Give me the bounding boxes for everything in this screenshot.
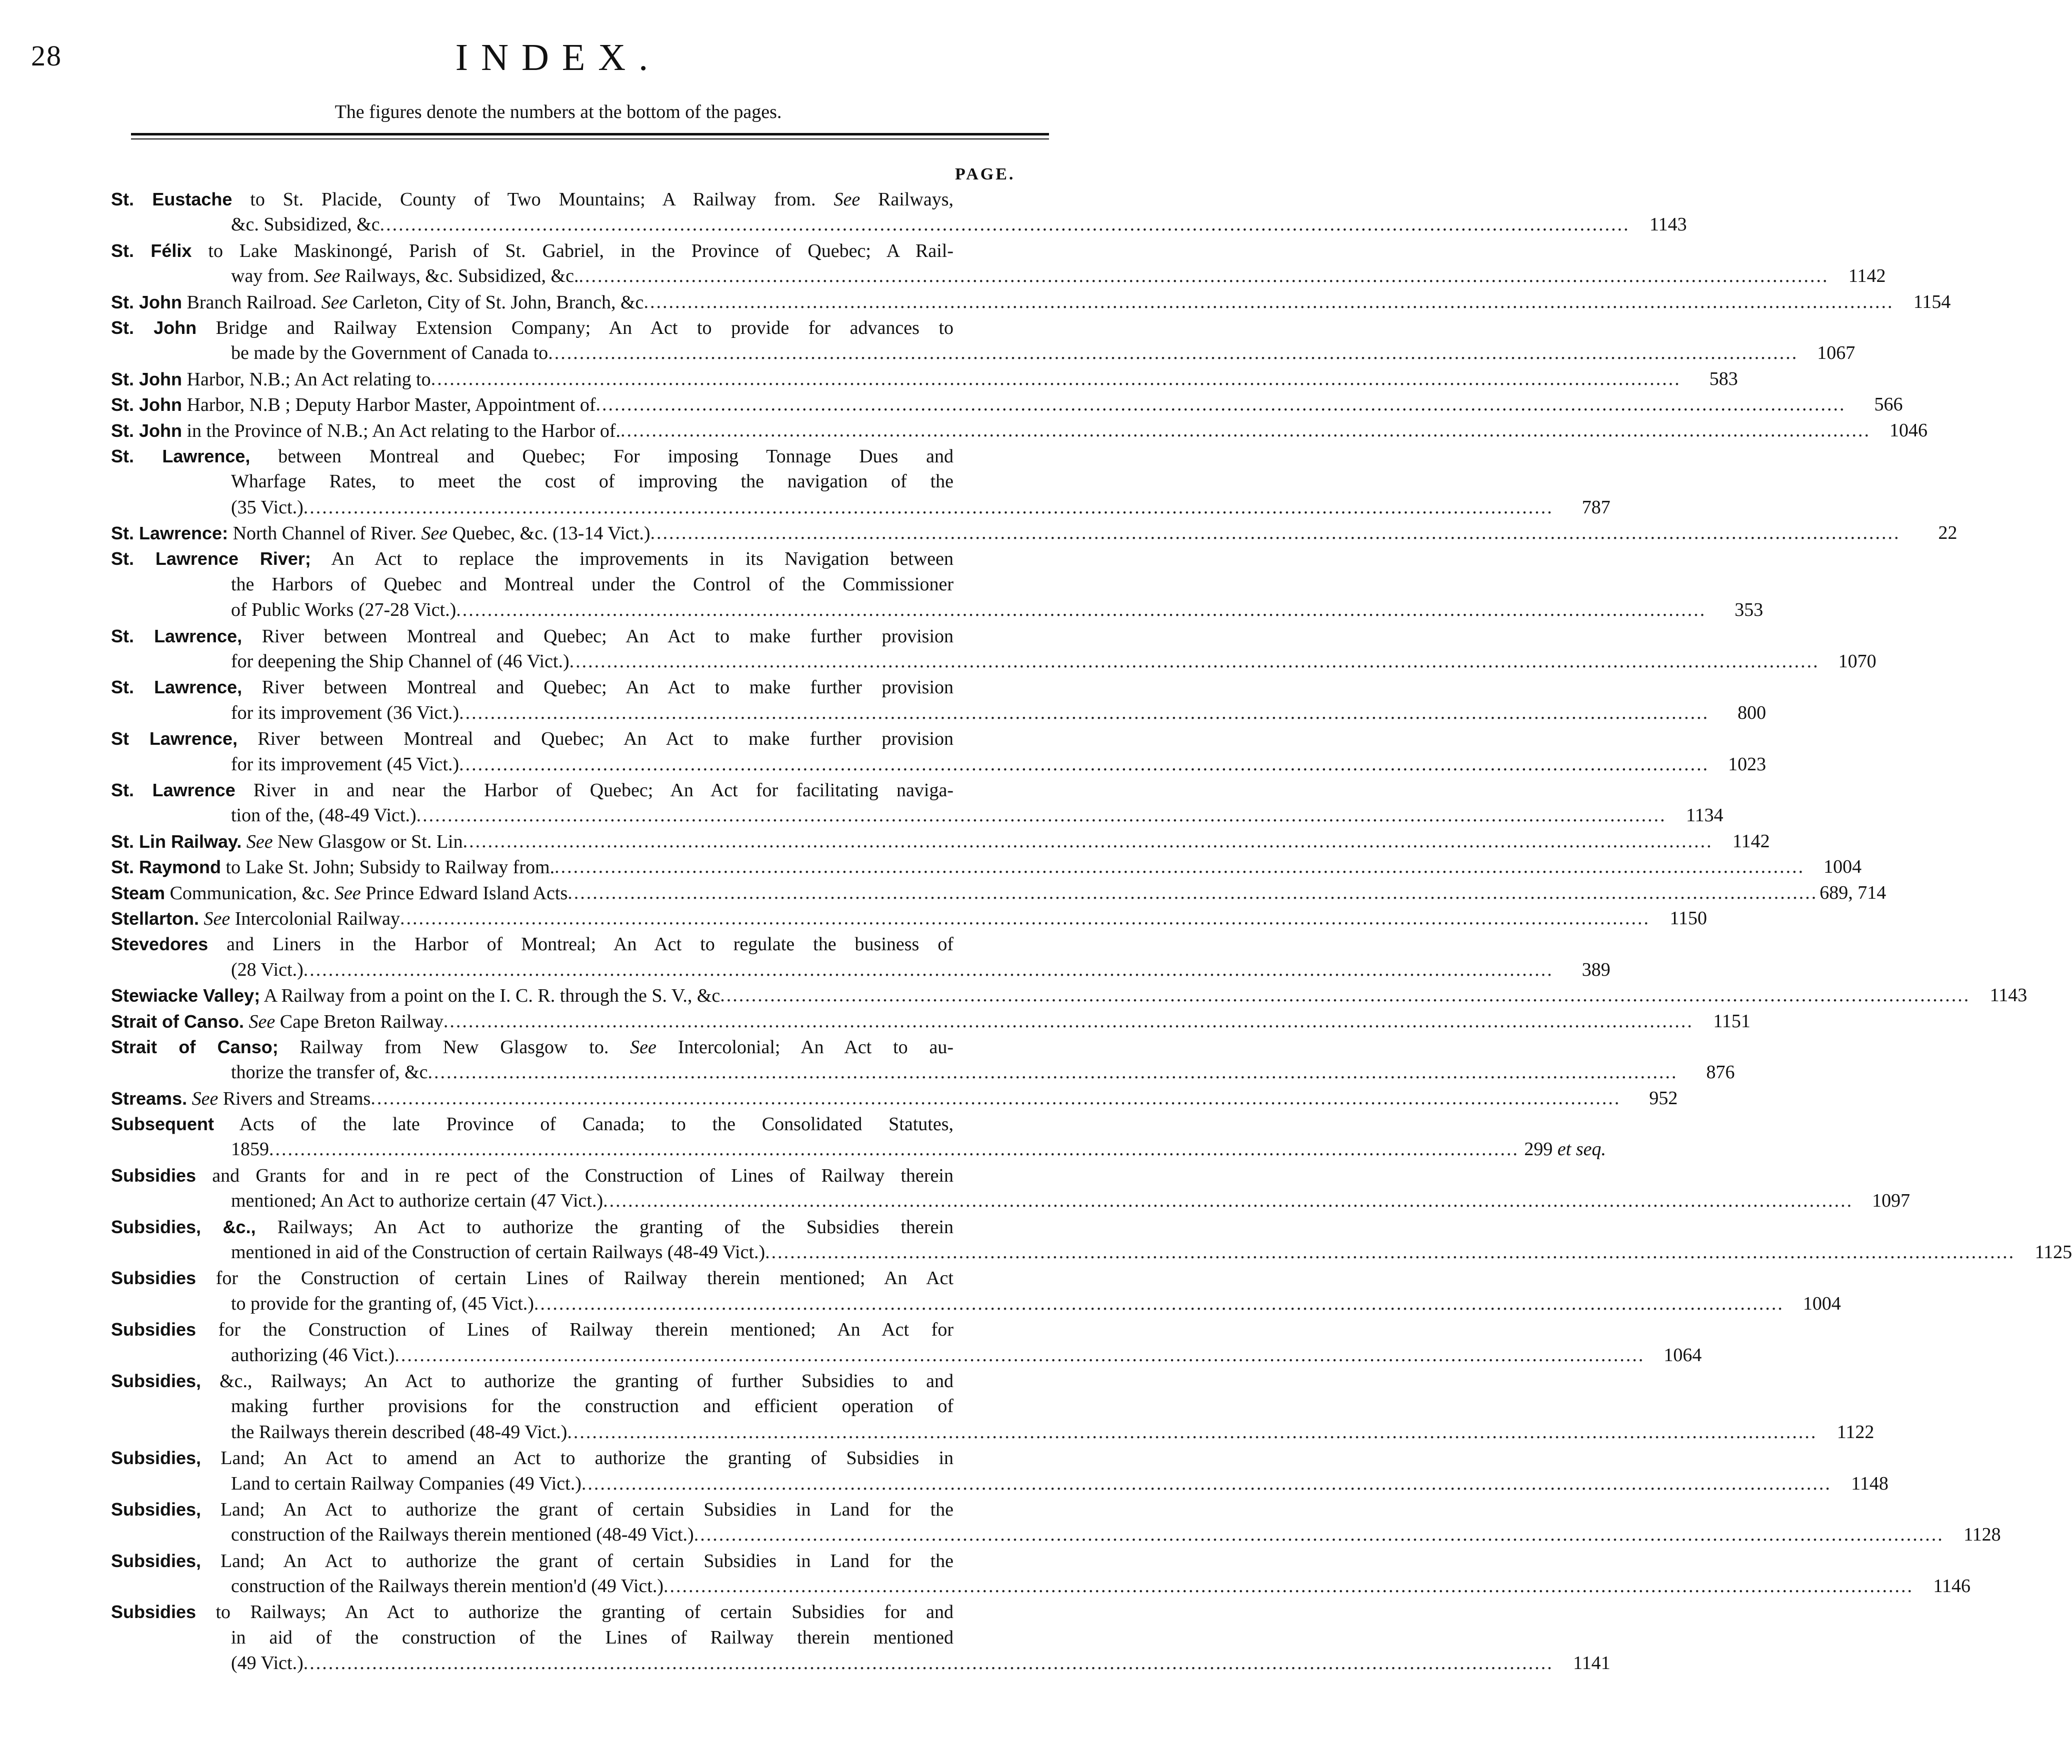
index-entry — [111, 418, 1928, 443]
entry-heading: St. Raymond — [111, 857, 222, 878]
entry-text: way from. See Railways, &c. Subsidized, &c. — [231, 265, 579, 287]
index-entry — [111, 829, 1770, 854]
entry-heading: Steam — [111, 882, 166, 903]
entry-line — [111, 443, 954, 469]
entry-line — [111, 1265, 954, 1291]
leader-dots — [459, 700, 1709, 726]
page-column-header: PAGE. — [955, 165, 1016, 183]
entry-text: Strait of Canso; Railway from New Glasgow to. See Intercolonial; An Act to au- — [111, 1036, 954, 1058]
entry-line — [111, 983, 2028, 1008]
entry-line — [111, 1214, 954, 1240]
index-entry — [111, 726, 1766, 777]
see-reference: See — [192, 1088, 218, 1109]
page-reference: 1134 — [1686, 805, 1724, 826]
entry-heading: St. Lawrence, — [111, 677, 242, 698]
leader-dots — [694, 1522, 1944, 1548]
leader-dots — [664, 1574, 1914, 1599]
page-reference: 1004 — [1802, 1293, 1841, 1314]
entry-line — [111, 263, 1886, 289]
entry-line — [111, 315, 954, 340]
leader-dots — [570, 649, 1820, 674]
see-reference: See — [421, 523, 448, 544]
index-entry — [111, 1214, 2072, 1266]
header-rule-thin — [131, 138, 1049, 139]
leader-dots — [582, 1471, 1832, 1497]
index-entry — [111, 186, 1687, 238]
entry-text: Subsidies for the Construction of certain Lines of Railway therein mentioned; An Act — [111, 1268, 954, 1289]
entry-heading: Streams. — [111, 1088, 188, 1109]
index-entry — [111, 931, 1610, 983]
entry-line — [111, 418, 1928, 443]
entry-text: of Public Works (27-28 Vict.) — [231, 599, 456, 621]
entry-heading: Stellarton. — [111, 908, 200, 929]
entry-heading: Subsidies, &c., — [111, 1216, 256, 1237]
entry-text: Subsidies to Railways; An Act to authorize the granting of certain Subsidies for and — [111, 1602, 954, 1623]
entry-line — [111, 289, 1951, 315]
page-reference: 1122 — [1836, 1421, 1874, 1443]
leader-dots — [765, 1240, 2015, 1265]
entry-line — [111, 1111, 954, 1137]
entry-heading: St. Lawrence — [111, 779, 236, 800]
leader-dots — [269, 1137, 1519, 1162]
entry-line — [111, 752, 1766, 777]
entry-text: St Lawrence, River between Montreal and Quebec; An Act to make further provision — [111, 728, 954, 750]
entry-line — [111, 1548, 954, 1574]
index-entry — [111, 1163, 1910, 1214]
entry-heading: St Lawrence, — [111, 728, 238, 749]
entry-line — [111, 340, 1856, 366]
entry-heading: St. Lawrence, — [111, 445, 250, 466]
index-entry — [111, 1445, 1888, 1497]
entry-text: Wharfage Rates, to meet the cost of improving the navigation of the — [231, 471, 954, 492]
index-entry — [111, 366, 1738, 392]
page-reference: 1151 — [1713, 1010, 1750, 1032]
entry-text: for deepening the Ship Channel of (46 Vict.) — [231, 651, 570, 672]
entry-line — [111, 1086, 1678, 1111]
entry-line — [111, 1317, 954, 1342]
leader-dots — [554, 854, 1804, 880]
page-reference: 1148 — [1851, 1473, 1888, 1494]
index-entry — [111, 674, 1766, 726]
entry-line — [111, 1060, 1735, 1085]
leader-dots — [400, 906, 1650, 931]
page-reference: 1128 — [1964, 1524, 2001, 1546]
entry-heading: Subsidies, — [111, 1499, 202, 1520]
entry-text: &c. Subsidized, &c — [231, 214, 380, 235]
index-entry — [111, 1265, 1841, 1317]
entry-heading: Stevedores — [111, 934, 208, 955]
page-reference: 1004 — [1824, 856, 1862, 878]
page-reference: 1142 — [1732, 830, 1770, 852]
entry-text: the Railways therein described (48-49 Vict.) — [231, 1421, 568, 1443]
entry-line — [111, 829, 1770, 854]
entry-text: Subsidies and Grants for and in re pect of the Construction of Lines of Railway therein — [111, 1165, 954, 1186]
entry-line — [111, 392, 1903, 417]
entry-line — [111, 1163, 954, 1188]
page-number: 28 — [31, 39, 62, 72]
entry-text: Streams. See Rivers and Streams — [111, 1088, 371, 1109]
leader-dots — [568, 880, 1818, 906]
leader-dots — [304, 957, 1554, 983]
entry-text: Subsidies, &c., Railways; An Act to authorize the granting of further Subsidies to and — [111, 1370, 954, 1392]
index-entry — [111, 1548, 1971, 1600]
entry-line — [111, 1009, 1750, 1034]
leader-dots — [578, 263, 1828, 289]
entry-text: (35 Vict.) — [231, 496, 304, 518]
entry-line — [111, 1137, 1606, 1162]
index-entry — [111, 777, 1724, 829]
entry-text: the Harbors of Quebec and Montreal under the Control of the Commissioner — [231, 573, 954, 595]
entry-text: Stellarton. See Intercolonial Railway — [111, 908, 400, 929]
entry-heading: St. John — [111, 394, 182, 415]
entry-heading: Subsidies — [111, 1268, 196, 1289]
entry-line — [111, 1497, 954, 1522]
index-entry — [111, 315, 1856, 366]
entry-heading: St. John — [111, 420, 182, 441]
entry-text: for its improvement (36 Vict.) — [231, 702, 460, 723]
entry-text: Steam Communication, &c. See Prince Edward Island Acts — [111, 882, 568, 904]
index-entry — [111, 854, 1862, 880]
entry-heading: St. Lin Railway. — [111, 831, 242, 852]
entry-line — [111, 186, 954, 212]
entry-heading: Strait of Canso. — [111, 1011, 244, 1032]
entry-line — [111, 1599, 954, 1625]
entry-line — [111, 777, 954, 803]
see-reference: See — [630, 1036, 656, 1058]
entry-line — [111, 546, 954, 571]
leader-dots — [394, 1343, 1644, 1368]
leader-dots — [459, 752, 1709, 777]
leader-dots — [567, 1420, 1817, 1445]
entry-text: Subsidies, Land; An Act to authorize the grant of certain Subsidies in Land for the — [111, 1499, 954, 1520]
entry-text: tion of the, (48-49 Vict.) — [231, 805, 416, 826]
page-subtitle: The figures denote the numbers at the bottom of the pages. — [334, 101, 782, 122]
entry-heading: St. Lawrence: — [111, 523, 228, 544]
page-reference: 1067 — [1817, 342, 1856, 364]
entry-line — [111, 1291, 1841, 1317]
entry-line — [111, 803, 1724, 828]
index-entry — [111, 289, 1951, 315]
entry-line — [111, 700, 1766, 726]
entry-text: to provide for the granting of, (45 Vict.) — [231, 1293, 534, 1314]
entry-text: (28 Vict.) — [231, 959, 304, 980]
page-reference: 389 — [1582, 959, 1610, 980]
index-entry — [111, 983, 2028, 1008]
entry-line — [111, 649, 1876, 674]
leader-dots — [431, 366, 1681, 392]
entry-text: making further provisions for the construction and efficient operation of — [231, 1396, 954, 1417]
entry-line — [111, 880, 1886, 906]
entry-line — [111, 572, 954, 597]
leader-dots — [720, 983, 1970, 1008]
header-rule-thick — [131, 133, 1049, 135]
entry-text: Subsidies for the Construction of Lines of Railway therein mentioned; An Act for — [111, 1319, 954, 1341]
entry-text: mentioned in aid of the Construction of certain Railways (48-49 Vict.) — [231, 1242, 766, 1263]
leader-dots — [534, 1291, 1784, 1317]
page-reference: 1046 — [1890, 419, 1928, 441]
entry-heading: Subsidies — [111, 1165, 196, 1186]
see-reference: et seq. — [1557, 1139, 1606, 1160]
index-entry — [111, 546, 1764, 623]
leader-dots — [603, 1188, 1853, 1214]
page-reference: 689, 714 — [1820, 882, 1886, 903]
page-reference: 800 — [1738, 702, 1766, 723]
entry-text: St. John Harbor, N.B.; An Act relating to — [111, 368, 431, 390]
page-reference: 1143 — [1650, 214, 1687, 235]
see-reference: See — [834, 189, 860, 210]
entry-text: St. Lawrence, River between Montreal and Quebec; An Act to make further provision — [111, 677, 954, 698]
entry-text: for its improvement (45 Vict.) — [231, 753, 460, 775]
leader-dots — [304, 495, 1554, 520]
page-reference: 1097 — [1872, 1190, 1910, 1212]
entry-text: construction of the Railways therein mention'd (49 Vict.) — [231, 1576, 664, 1597]
entry-line — [111, 1574, 1971, 1599]
entry-text: Subsidies, Land; An Act to authorize the grant of certain Subsidies in Land for the — [111, 1550, 954, 1572]
entry-line — [111, 1368, 954, 1394]
entry-heading: St. John — [111, 291, 182, 312]
page-reference: 1143 — [1990, 985, 2028, 1006]
see-reference: See — [334, 882, 361, 904]
page-reference: 299 et seq. — [1524, 1139, 1606, 1160]
see-reference: See — [246, 831, 273, 852]
page-reference: 952 — [1649, 1087, 1678, 1109]
entry-text: Strait of Canso. See Cape Breton Railway — [111, 1011, 444, 1032]
page-reference: 566 — [1874, 394, 1903, 415]
entry-line — [111, 1343, 1702, 1368]
entry-heading: St. Lawrence, — [111, 625, 242, 646]
entry-heading: Subsidies, — [111, 1370, 202, 1391]
see-reference: See — [204, 908, 230, 929]
page-reference: 583 — [1709, 368, 1738, 389]
entry-line — [111, 854, 1862, 880]
index-entry — [111, 1086, 1678, 1111]
entry-text: thorize the transfer of, &c — [231, 1062, 428, 1083]
entry-text: authorizing (46 Vict.) — [231, 1344, 395, 1366]
entry-text: St. Lawrence River; An Act to replace the improvements in its Navigation between — [111, 548, 954, 570]
entry-line — [111, 1445, 954, 1471]
page-reference: 1064 — [1664, 1344, 1702, 1366]
entry-heading: St. John — [111, 368, 182, 389]
index-entry — [111, 1497, 2001, 1548]
page-reference: 353 — [1734, 599, 1764, 621]
entry-line — [111, 366, 1738, 392]
index-entry — [111, 1368, 1874, 1445]
entry-heading: Strait of Canso; — [111, 1036, 278, 1057]
leader-dots — [380, 212, 1630, 237]
page-title: INDEX. — [455, 36, 662, 78]
index-entry — [111, 443, 1610, 520]
entry-heading: Subsidies, — [111, 1448, 202, 1469]
index-entry — [111, 238, 1886, 289]
entry-line — [111, 1522, 2001, 1548]
entry-heading: Stewiacke Valley; — [111, 985, 260, 1006]
entry-text: Subsequent Acts of the late Province of Canada; to the Consolidated Statutes, — [111, 1114, 954, 1135]
leader-dots — [644, 289, 1894, 315]
entry-heading: Subsidies, — [111, 1550, 202, 1571]
entry-line — [111, 1471, 1888, 1497]
index-entry — [111, 1317, 1702, 1368]
entry-line — [111, 1651, 1610, 1676]
index-entry — [111, 1111, 1606, 1163]
leader-dots — [650, 520, 1900, 546]
leader-dots — [304, 1651, 1554, 1676]
entry-line — [111, 931, 954, 957]
entry-line — [111, 1394, 954, 1419]
entry-text: Land to certain Railway Companies (49 Vict.) — [231, 1473, 582, 1494]
page-reference: 1125 — [2034, 1242, 2072, 1263]
entry-line — [111, 1420, 1874, 1445]
leader-dots — [444, 1009, 1694, 1034]
entry-line — [111, 520, 1958, 546]
entry-text: construction of the Railways therein mentioned (48-49 Vict.) — [231, 1524, 694, 1546]
entry-text: St. Lawrence: North Channel of River. See Quebec, &c. (13-14 Vict.) — [111, 523, 650, 544]
entry-heading: St. Lawrence River; — [111, 548, 311, 569]
entry-text: Subsidies, Land; An Act to amend an Act to authorize the granting of Subsidies in — [111, 1448, 954, 1469]
entry-line — [111, 957, 1610, 983]
entry-line — [111, 1240, 2072, 1265]
see-reference: See — [248, 1011, 276, 1032]
entry-heading: Subsidies — [111, 1602, 196, 1623]
entry-heading: Subsequent — [111, 1114, 214, 1135]
entry-heading: St. Eustache — [111, 189, 232, 209]
entry-text: Subsidies, &c., Railways; An Act to authorize the granting of the Subsidies therein — [111, 1216, 954, 1238]
entry-text: St. Lin Railway. See New Glasgow or St. Lin — [111, 831, 463, 852]
entry-text: in aid of the construction of the Lines of Railway therein mentioned — [231, 1627, 954, 1648]
leader-dots — [456, 597, 1706, 623]
entry-text: St. Raymond to Lake St. John; Subsidy to Railway from. — [111, 857, 555, 878]
leader-dots — [416, 803, 1666, 828]
leader-dots — [463, 829, 1713, 854]
leader-dots — [548, 340, 1798, 366]
index-entry — [111, 520, 1958, 546]
entry-text: 1859 — [231, 1139, 269, 1160]
entry-line — [111, 495, 1610, 520]
entry-text: mentioned; An Act to authorize certain (47 Vict.) — [231, 1190, 604, 1212]
entry-text: St. John Bridge and Railway Extension Company; An Act to provide for advances to — [111, 317, 954, 338]
entry-text: (49 Vict.) — [231, 1653, 304, 1674]
page-reference: 1142 — [1848, 265, 1886, 287]
page-reference: 1023 — [1728, 753, 1766, 775]
page-reference: 1150 — [1670, 907, 1708, 929]
entry-text: St. Lawrence River in and near the Harbor of Quebec; An Act for facilitating naviga- — [111, 779, 954, 801]
entry-line — [111, 1188, 1910, 1214]
entry-text: Stevedores and Liners in the Harbor of Montreal; An Act to regulate the business of — [111, 934, 954, 955]
page-reference: 1070 — [1838, 651, 1876, 672]
entry-line — [111, 1625, 954, 1651]
entry-text: St. Eustache to St. Placide, County of Two Mountains; A Railway from. See Railways, — [111, 189, 954, 210]
index-entries — [111, 186, 2072, 1677]
leader-dots — [596, 392, 1846, 417]
entry-line — [111, 623, 954, 649]
page-reference: 22 — [1938, 522, 1958, 544]
page-reference: 1141 — [1573, 1653, 1610, 1674]
index-entry — [111, 1009, 1750, 1034]
entry-line — [111, 469, 954, 494]
index-entry — [111, 880, 1886, 906]
index-entry — [111, 1599, 1610, 1676]
entry-heading: Subsidies — [111, 1319, 196, 1340]
entry-heading: St. John — [111, 317, 197, 338]
entry-line — [111, 906, 1708, 931]
entry-text: St. John in the Province of N.B.; An Act relating to the Harbor of. — [111, 420, 620, 441]
entry-line — [111, 597, 1764, 623]
page-reference: 1146 — [1933, 1576, 1971, 1597]
entry-text: St. Félix to Lake Maskinongé, Parish of St. Gabriel, in the Province of Quebec; A Rail- — [111, 240, 954, 261]
page-reference: 787 — [1582, 496, 1610, 518]
leader-dots — [620, 418, 1870, 443]
entry-line — [111, 726, 954, 751]
entry-text: Stewiacke Valley; A Railway from a point on the I. C. R. through the S. V., &c — [111, 985, 720, 1007]
entry-text: St. Lawrence, between Montreal and Quebec; For imposing Tonnage Dues and — [111, 445, 954, 467]
entry-text: be made by the Government of Canada to — [231, 342, 548, 364]
page-reference: 876 — [1706, 1062, 1735, 1083]
entry-text: St. Lawrence, River between Montreal and Quebec; An Act to make further provision — [111, 625, 954, 647]
index-entry — [111, 392, 1903, 417]
see-reference: See — [314, 265, 340, 287]
index-entry — [111, 1034, 1735, 1086]
index-entry — [111, 623, 1876, 675]
entry-heading: St. Félix — [111, 240, 192, 261]
entry-line — [111, 238, 954, 263]
index-entry — [111, 906, 1708, 931]
entry-line — [111, 212, 1687, 237]
see-reference: See — [321, 291, 348, 313]
page-reference: 1154 — [1913, 291, 1951, 312]
leader-dots — [370, 1086, 1620, 1111]
leader-dots — [428, 1060, 1678, 1085]
entry-line — [111, 1034, 954, 1060]
entry-text: St. John Harbor, N.B ; Deputy Harbor Master, Appointment of — [111, 394, 596, 416]
entry-text: St. John Branch Railroad. See Carleton, City of St. John, Branch, &c — [111, 291, 644, 313]
entry-line — [111, 674, 954, 700]
